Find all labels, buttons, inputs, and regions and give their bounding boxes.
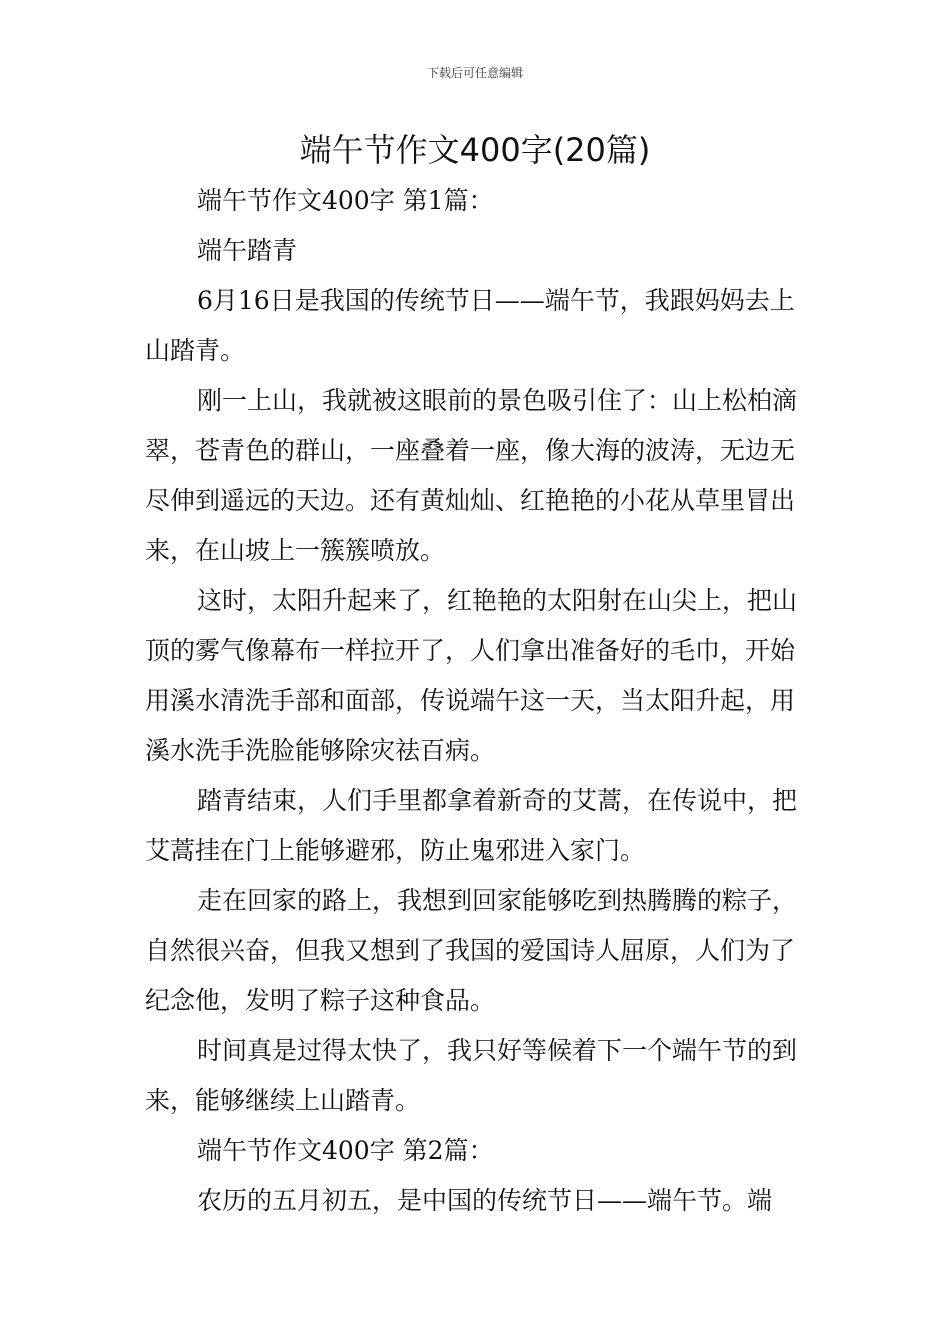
document-title: 端午节作文400字(20篇) — [299, 131, 651, 169]
paragraph: 时间真是过得太快了，我只好等候着下一个端午节的到来，能够继续上山踏青。 — [145, 1036, 798, 1115]
section-heading: 端午节作文400字 第1篇： — [197, 186, 494, 215]
paragraph: 走在回家的路上，我想到回家能够吃到热腾腾的粽子，自然很兴奋，但我又想到了我国的爱国诗人屈原，人们为了纪念他，发明了粽子这种食品。 — [145, 886, 798, 1015]
paragraph: 6月16日是我国的传统节日——端午节，我跟妈妈去上山踏青。 — [145, 286, 795, 365]
paragraph: 踏青结束，人们手里都拿着新奇的艾蒿，在传说中，把艾蒿挂在门上能够避邪，防止鬼邪进入家门。 — [145, 786, 798, 865]
paragraph: 这时，太阳升起来了，红艳艳的太阳射在山尖上，把山顶的雾气像幕布一样拉开了，人们拿出准备好的毛巾，开始用溪水清洗手部和面部，传说端午这一天，当太阳升起，用溪水洗手洗脸能够除灾祛百病。 — [145, 586, 798, 765]
header-note: 下载后可任意编辑 — [426, 66, 523, 80]
document-body — [145, 176, 810, 1226]
paragraph: 刚一上山，我就被这眼前的景色吸引住了：山上松柏滴翠，苍青色的群山，一座叠着一座，像大海的波涛，无边无尽伸到遥远的天边。还有黄灿灿、红艳艳的小花从草里冒出来，在山坡上一簇簇喷放。 — [145, 386, 798, 565]
section-heading: 端午节作文400字 第2篇： — [197, 1136, 494, 1165]
section-subtitle: 端午踏青 — [197, 236, 298, 265]
paragraph: 农历的五月初五，是中国的传统节日——端午节。端 — [197, 1186, 773, 1215]
